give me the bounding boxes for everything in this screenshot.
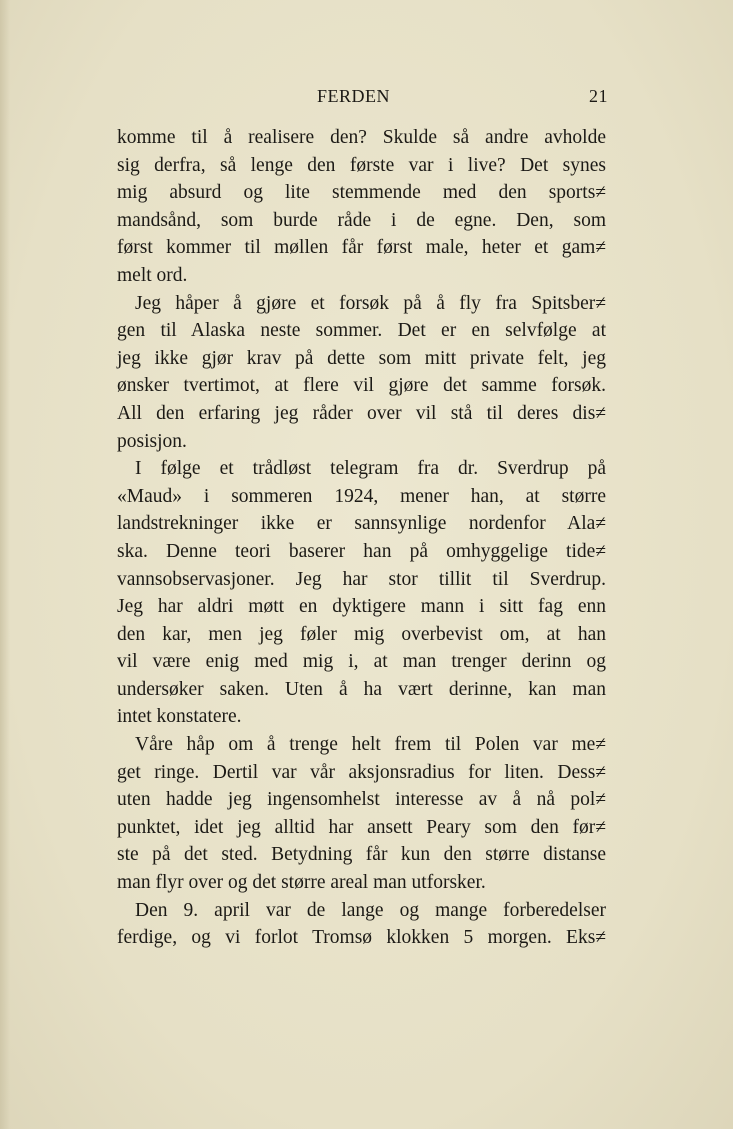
text-line: Den 9. april var de lange og mange forberedelser [135, 899, 606, 921]
text-line: ønsker tvertimot, at flere vil gjøre det samme forsøk. [117, 375, 606, 397]
text-line: gen til Alaska neste sommer. Det er en selvfølge at [117, 320, 606, 342]
body-text [117, 124, 606, 952]
text-line: jeg ikke gjør krav på dette som mitt private felt, jeg [117, 347, 606, 369]
text-line: Jeg har aldri møtt en dyktigere mann i sitt fag enn [117, 596, 606, 618]
page-edge-shadow [0, 0, 10, 1129]
running-title: FERDEN [317, 86, 391, 106]
page-number: 21 [589, 86, 608, 106]
text-line: landstrekninger ikke er sannsynlige nordenfor Ala≠ [117, 513, 606, 535]
text-line: man flyr over og det større areal man utforsker. [117, 872, 486, 894]
text-line: den kar, men jeg føler mig overbevist om, at han [117, 623, 606, 645]
text-line: mandsånd, som burde råde i de egne. Den, som [117, 209, 606, 231]
text-line: get ringe. Dertil var vår aksjonsradius for liten. Dess≠ [117, 761, 606, 783]
text-line: mig absurd og lite stemmende med den sports≠ [117, 182, 606, 204]
text-line: komme til å realisere den? Skulde så andre avholde [117, 127, 606, 148]
text-line: punktet, idet jeg alltid har ansett Peary som den før≠ [117, 816, 606, 838]
text-line: ska. Denne teori baserer han på omhyggelige tide≠ [117, 540, 606, 562]
text-line: posisjon. [117, 430, 187, 452]
text-line: sig derfra, så lenge den første var i live? Det synes [117, 154, 606, 176]
text-line: intet konstatere. [117, 706, 242, 728]
text-line: «Maud» i sommeren 1924, mener han, at større [117, 485, 606, 507]
text-line: I følge et trådløst telegram fra dr. Sverdrup på [135, 458, 606, 480]
text-line: først kommer til møllen får først male, heter et gam≠ [117, 237, 606, 259]
text-line: Jeg håper å gjøre et forsøk på å fly fra Spitsber≠ [135, 292, 606, 314]
text-line: vannsobservasjoner. Jeg har stor tillit til Sverdrup. [117, 568, 606, 590]
text-line: uten hadde jeg ingensomhelst interesse av å nå pol≠ [117, 789, 606, 811]
text-line: vil være enig med mig i, at man trenger derinn og [117, 651, 606, 673]
text-line: Våre håp om å trenge helt frem til Polen var me≠ [135, 734, 606, 756]
text-line: undersøker saken. Uten å ha vært derinne, kan man [117, 678, 606, 700]
text-line: ferdige, og vi forlot Tromsø klokken 5 morgen. Eks≠ [117, 927, 606, 949]
page-header [0, 86, 733, 112]
text-line: All den erfaring jeg råder over vil stå til deres dis≠ [117, 402, 606, 424]
text-line: melt ord. [117, 264, 188, 286]
text-line: ste på det sted. Betydning får kun den større distanse [117, 844, 606, 866]
